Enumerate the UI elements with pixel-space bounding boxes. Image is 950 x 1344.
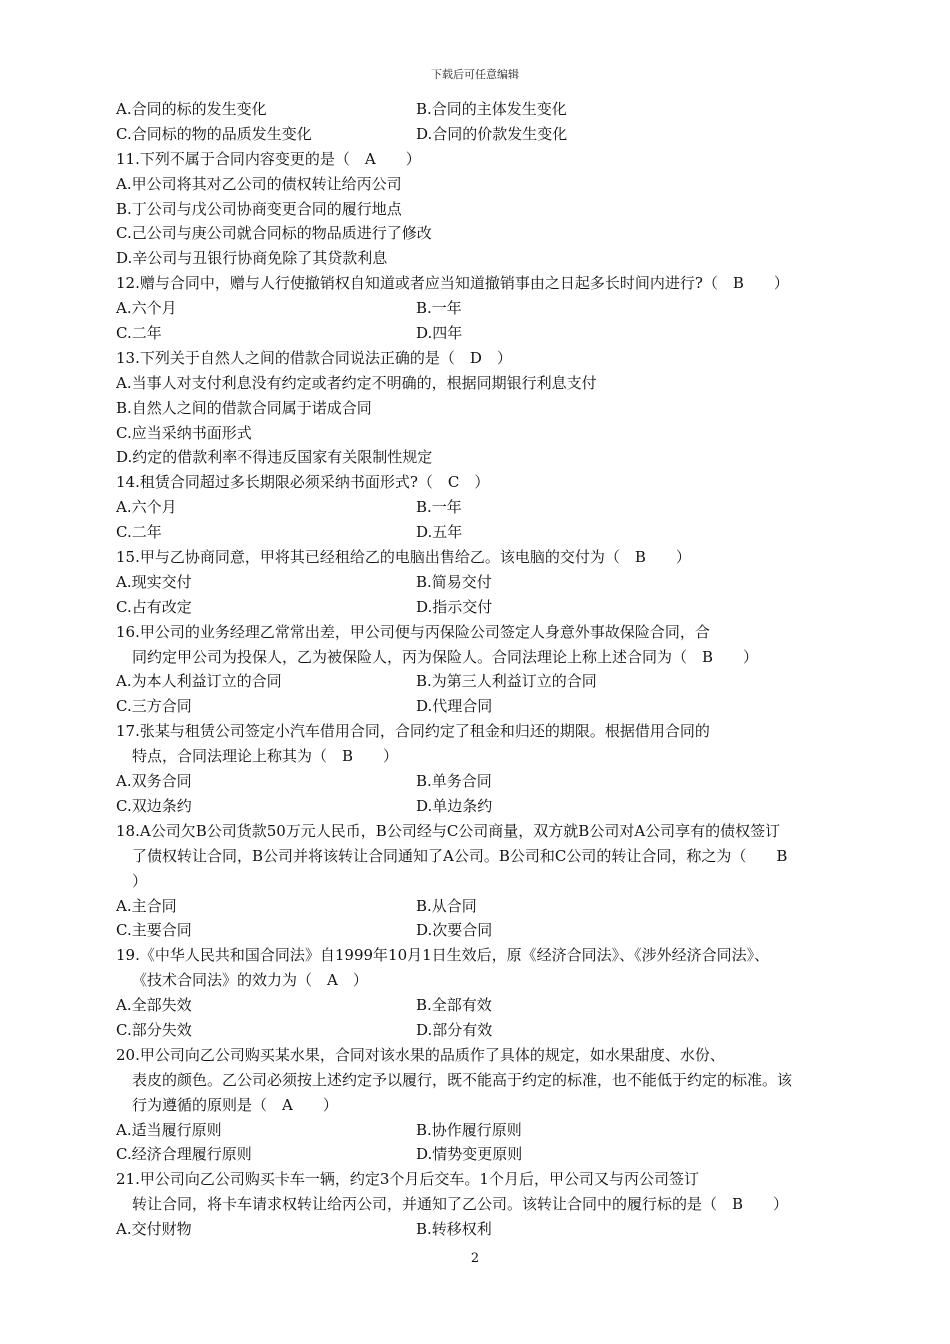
text-line: 11.下列不属于合同内容变更的是（ A ） [116, 149, 421, 168]
option-left: C.二年 [116, 523, 162, 542]
continuation-line: 了债权转让合同，B公司并将该转让合同通知了A公司。B公司和C公司的转让合同，称之为（ B [132, 846, 788, 865]
text-line: 17.张某与租赁公司签定小汽车借用合同，合同约定了租金和归还的期限。根据借用合同的 [116, 722, 710, 741]
option-left: C.二年 [116, 324, 162, 343]
option-right: B.一年 [416, 498, 462, 517]
continuation-line: ） [132, 871, 148, 890]
option-right: D.单边条约 [416, 796, 493, 815]
page-number: 2 [470, 1251, 480, 1266]
option-row [116, 122, 896, 147]
text-line: 20.甲公司向乙公司购买某水果，合同对该水果的品质作了具体的规定，如水果甜度、水份、 [116, 1045, 725, 1064]
option-row [116, 794, 896, 819]
option-right: D.次要合同 [416, 921, 493, 940]
text-line: 19.《中华人民共和国合同法》自1999年10月1日生效后，原《经济合同法》、《涉外经济合同法》、 [116, 946, 770, 965]
option-row [116, 894, 896, 919]
option-left: C.部分失效 [116, 1020, 192, 1039]
option-row [116, 1217, 896, 1242]
option-row [116, 694, 896, 719]
continuation-line: 《技术合同法》的效力为（ A ） [132, 971, 368, 990]
page-header: 下载后可任意编辑 [431, 68, 519, 81]
continuation-line: 转让合同，将卡车请求权转让给丙公司，并通知了乙公司。该转让合同中的履行标的是（ B ） [132, 1195, 789, 1214]
text-line: 14.租赁合同超过多长期限必须采纳书面形式?（ C ） [116, 473, 490, 492]
option-row [116, 669, 896, 694]
option-right: B.简易交付 [416, 572, 492, 591]
option-left: A.全部失效 [116, 996, 192, 1015]
text-line: 15.甲与乙协商同意，甲将其已经租给乙的电脑出售给乙。该电脑的交付为（ B ） [116, 548, 691, 567]
option-row [116, 1018, 896, 1043]
text-line: C.己公司与庚公司就合同标的物品质进行了修改 [116, 224, 432, 243]
option-row [116, 1142, 896, 1167]
option-left: A.主合同 [116, 896, 177, 915]
option-left: A.为本人利益订立的合同 [116, 672, 282, 691]
option-left: A.合同的标的发生变化 [116, 100, 267, 118]
option-right: D.合同的价款发生变化 [416, 124, 568, 143]
option-left: A.适当履行原则 [116, 1120, 222, 1139]
document-body [116, 97, 896, 1242]
option-right: B.合同的主体发生变化 [416, 100, 567, 118]
option-row [116, 918, 896, 943]
option-left: C.经济合理履行原则 [116, 1145, 252, 1164]
option-row [116, 993, 896, 1018]
text-line: D.辛公司与丑银行协商免除了其贷款利息 [116, 249, 388, 268]
text-line: D.约定的借款利率不得违反国家有关限制性规定 [116, 448, 433, 467]
continuation-line: 表皮的颜色。乙公司必须按上述约定予以履行，既不能高于约定的标准，也不能低于约定的标准。该 [132, 1070, 793, 1089]
option-row [116, 520, 896, 545]
option-right: D.部分有效 [416, 1020, 493, 1039]
option-row [116, 321, 896, 346]
text-line: C.应当采纳书面形式 [116, 423, 252, 442]
continuation-line: 行为遵循的原则是（ A ） [132, 1095, 338, 1114]
option-right: B.为第三人利益订立的合同 [416, 672, 597, 691]
text-line: 16.甲公司的业务经理乙常常出差，甲公司便与丙保险公司签定人身意外事故保险合同，合 [116, 622, 710, 641]
option-left: C.主要合同 [116, 921, 192, 940]
option-left: A.六个月 [116, 299, 177, 318]
option-row [116, 595, 896, 620]
option-row [116, 1118, 896, 1143]
option-right: B.全部有效 [416, 996, 492, 1015]
text-line: 18.A公司欠B公司货款50万元人民币，B公司经与C公司商量，双方就B公司对A公司享有的债权签订 [116, 821, 781, 840]
text-line: A.当事人对支付利息没有约定或者约定不明确的，根据同期银行利息支付 [116, 373, 597, 392]
option-right: D.代理合同 [416, 697, 493, 716]
option-right: D.五年 [416, 523, 463, 542]
option-left: C.三方合同 [116, 697, 192, 716]
option-left: C.合同标的物的品质发生变化 [116, 124, 312, 143]
option-left: A.双务合同 [116, 772, 192, 791]
option-left: A.六个月 [116, 498, 177, 517]
option-right: B.一年 [416, 299, 462, 318]
option-right: D.四年 [416, 324, 463, 343]
option-row [116, 495, 896, 520]
text-line: 13.下列关于自然人之间的借款合同说法正确的是（ D ） [116, 348, 512, 367]
text-line: B.自然人之间的借款合同属于诺成合同 [116, 398, 372, 417]
text-line: 21.甲公司向乙公司购买卡车一辆，约定3个月后交车。1个月后，甲公司又与丙公司签订 [116, 1170, 699, 1189]
option-right: B.从合同 [416, 896, 477, 915]
option-row [116, 769, 896, 794]
option-right: D.情势变更原则 [416, 1145, 523, 1164]
option-row [116, 296, 896, 321]
option-left: C.占有改定 [116, 597, 192, 616]
option-right: B.转移权利 [416, 1220, 492, 1239]
option-row [116, 570, 896, 595]
continuation-line: 同约定甲公司为投保人，乙为被保险人，丙为保险人。合同法理论上称上述合同为（ B ） [132, 647, 759, 666]
text-line: A.甲公司将其对乙公司的债权转让给丙公司 [116, 174, 402, 193]
option-left: A.现实交付 [116, 572, 192, 591]
option-left: A.交付财物 [116, 1220, 192, 1239]
option-row [116, 97, 896, 122]
option-right: D.指示交付 [416, 597, 493, 616]
option-right: B.协作履行原则 [416, 1120, 522, 1139]
text-line: 12.赠与合同中，赠与人行使撤销权自知道或者应当知道撤销事由之日起多长时间内进行?（ B ） [116, 274, 789, 293]
text-line: B.丁公司与戊公司协商变更合同的履行地点 [116, 199, 402, 218]
continuation-line: 特点，合同法理论上称其为（ B ） [132, 747, 399, 766]
option-left: C.双边条约 [116, 796, 192, 815]
option-right: B.单务合同 [416, 772, 492, 791]
